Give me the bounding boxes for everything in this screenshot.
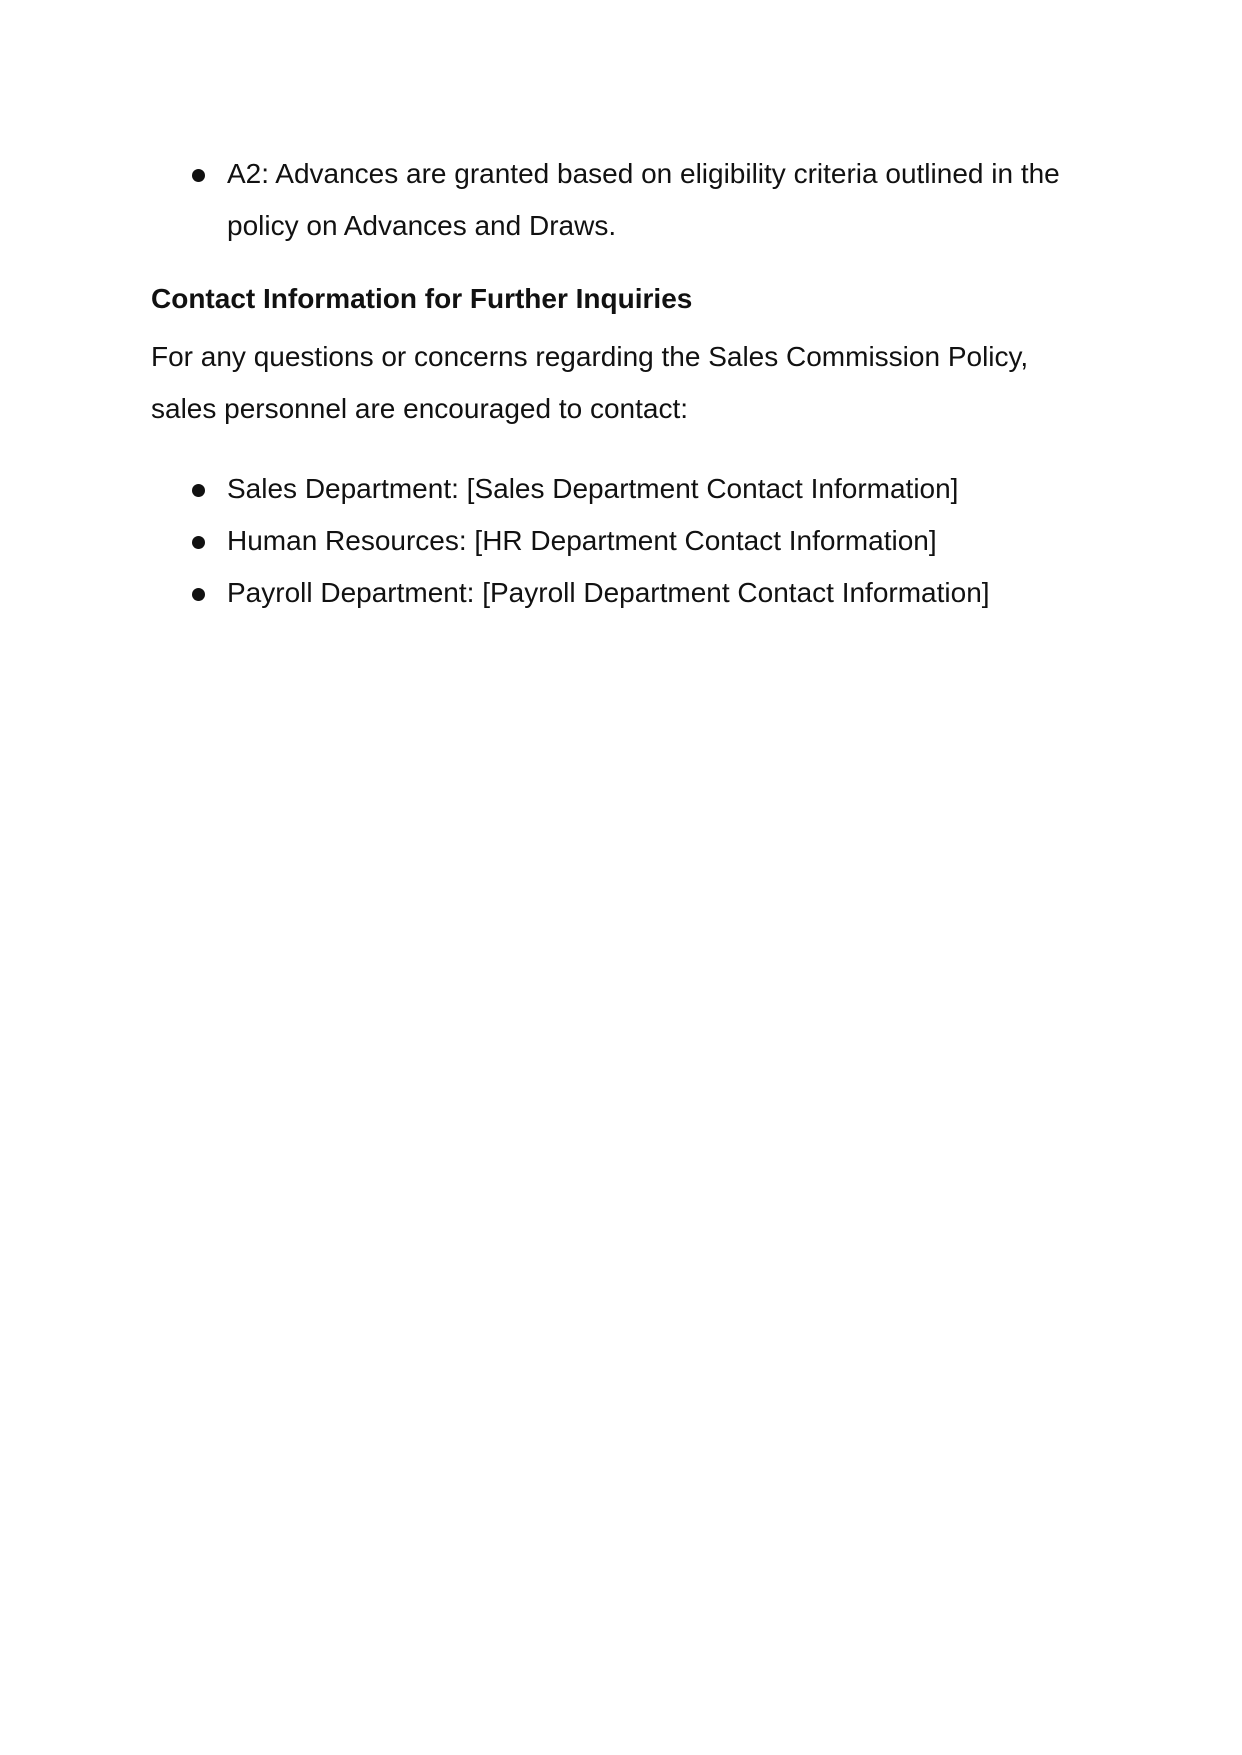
contact-payroll-text: Payroll Department: [Payroll Department Contact Information]	[227, 577, 990, 608]
section-intro: For any questions or concerns regarding the Sales Commission Policy, sales personnel are encouraged to contact:	[151, 341, 1029, 424]
bullet-icon	[192, 169, 205, 182]
list-item	[151, 148, 1091, 252]
contact-hr-text: Human Resources: [HR Department Contact Information]	[227, 525, 937, 556]
list-item	[151, 515, 1091, 567]
list-item	[151, 463, 1091, 515]
contact-list	[151, 463, 1091, 619]
list-item	[151, 567, 1091, 619]
bullet-icon	[192, 588, 205, 601]
faq-answer-text: A2: Advances are granted based on eligibility criteria outlined in the policy on Advances and Draws.	[227, 158, 1060, 241]
page-content	[151, 148, 1091, 619]
contact-sales-text: Sales Department: [Sales Department Contact Information]	[227, 473, 959, 504]
faq-answer-list	[151, 148, 1091, 252]
bullet-icon	[192, 536, 205, 549]
section-heading: Contact Information for Further Inquiries	[151, 283, 693, 314]
bullet-icon	[192, 484, 205, 497]
